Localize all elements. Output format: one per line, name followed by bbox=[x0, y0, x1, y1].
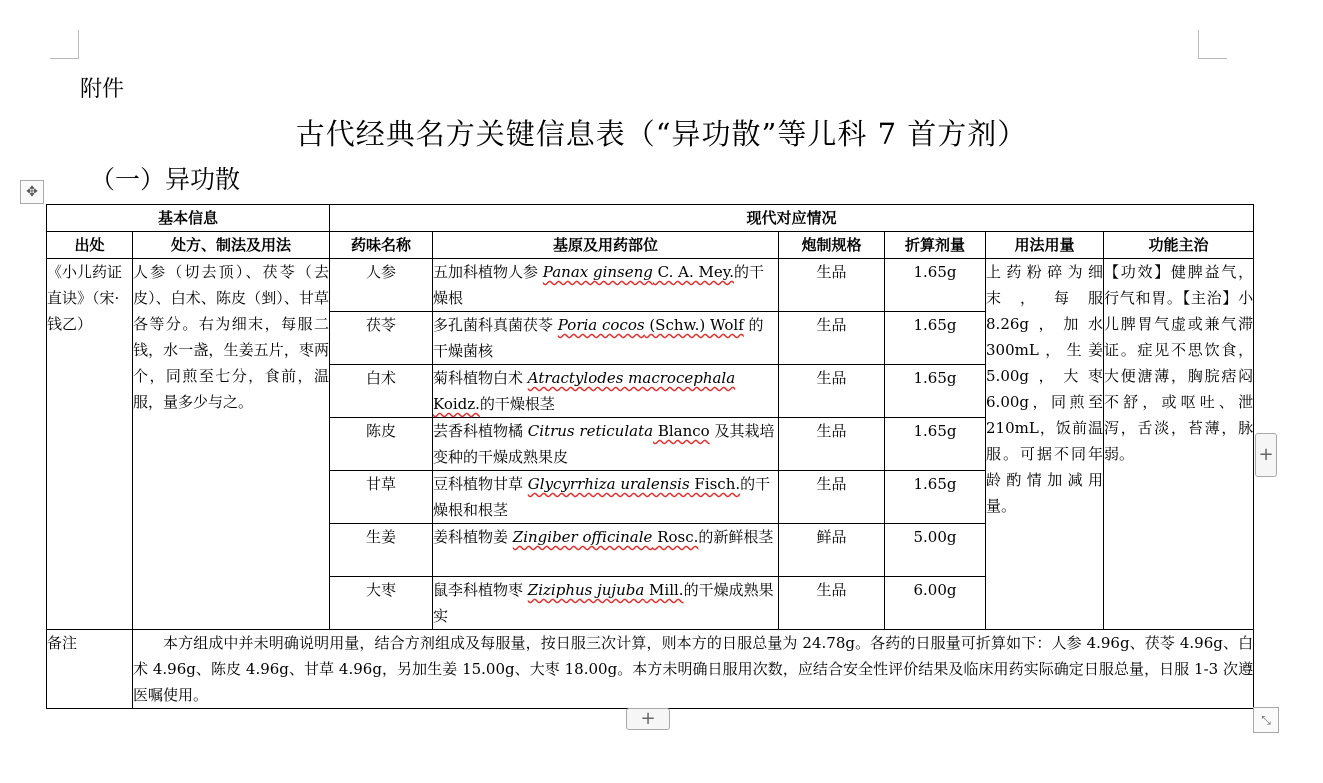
add-row-icon[interactable]: + bbox=[626, 708, 670, 730]
table-move-icon[interactable]: ✥ bbox=[20, 180, 44, 204]
herb-dose: 1.65g bbox=[885, 312, 986, 365]
herb-origin: 多孔菌科真菌茯苓 Poria cocos (Schw.) Wolf 的干燥菌核 bbox=[433, 312, 779, 365]
page-corner-mark-right bbox=[1198, 30, 1227, 59]
col-header-herb-name: 药味名称 bbox=[330, 232, 433, 259]
remark-label: 备注 bbox=[47, 630, 133, 709]
col-header-prescription: 处方、制法及用法 bbox=[133, 232, 330, 259]
herb-dose: 5.00g bbox=[885, 524, 986, 577]
herb-dose: 1.65g bbox=[885, 418, 986, 471]
herb-origin: 姜科植物姜 Zingiber officinale Rosc.的新鲜根茎 bbox=[433, 524, 779, 577]
herb-spec: 生品 bbox=[779, 312, 885, 365]
header-modern-info: 现代对应情况 bbox=[330, 205, 1254, 232]
herb-origin: 五加科植物人参 Panax ginseng C. A. Mey.的干燥根 bbox=[433, 259, 779, 312]
key-info-table bbox=[46, 204, 1254, 709]
add-column-icon[interactable]: + bbox=[1255, 433, 1277, 477]
herb-spec: 生品 bbox=[779, 471, 885, 524]
table-resize-icon[interactable]: ⤡ bbox=[1253, 707, 1279, 733]
document-title: 古代经典名方关键信息表（“异功散”等儿科 7 首方剂） bbox=[295, 117, 1028, 151]
usage-cell: 上药粉碎为细末，每服 8.26g，加水 300mL，生姜 5.00g，大枣 6.00g，同煎至 210mL，饭前温服。可据不同年龄酌情加减用量。 bbox=[986, 259, 1104, 630]
herb-name: 人参 bbox=[330, 259, 433, 312]
herb-origin: 豆科植物甘草 Glycyrrhiza uralensis Fisch.的干燥根和根茎 bbox=[433, 471, 779, 524]
col-header-processing: 炮制规格 bbox=[779, 232, 885, 259]
page-corner-mark-left bbox=[50, 30, 79, 59]
herb-name: 陈皮 bbox=[330, 418, 433, 471]
col-header-origin: 基原及用药部位 bbox=[433, 232, 779, 259]
herb-spec: 生品 bbox=[779, 418, 885, 471]
col-header-dose: 折算剂量 bbox=[885, 232, 986, 259]
herb-spec: 生品 bbox=[779, 365, 885, 418]
prescription-cell: 人参（切去顶）、茯苓（去皮）、白术、陈皮（剉）、甘草各等分。右为细末，每服二钱，水一盏，生姜五片，枣两个，同煎至七分，食前，温服，量多少与之。 bbox=[133, 259, 330, 630]
header-basic-info: 基本信息 bbox=[47, 205, 330, 232]
herb-name: 生姜 bbox=[330, 524, 433, 577]
herb-origin: 芸香科植物橘 Citrus reticulata Blanco 及其栽培变种的干燥成熟果皮 bbox=[433, 418, 779, 471]
herb-dose: 6.00g bbox=[885, 577, 986, 630]
section-subtitle: （一）异功散 bbox=[90, 165, 241, 194]
herb-name: 大枣 bbox=[330, 577, 433, 630]
function-cell: 【功效】健脾益气，行气和胃。【主治】小儿脾胃气虚或兼气滞证。症见不思饮食，大便溏薄，胸脘痞闷不舒，或呕吐、泄泻，舌淡，苔薄，脉弱。 bbox=[1104, 259, 1254, 630]
herb-name: 甘草 bbox=[330, 471, 433, 524]
remark-cell bbox=[133, 630, 1254, 709]
herb-origin: 菊科植物白术 Atractylodes macrocephala Koidz.的干燥根茎 bbox=[433, 365, 779, 418]
herb-spec: 生品 bbox=[779, 577, 885, 630]
col-header-source: 出处 bbox=[47, 232, 133, 259]
herb-spec: 鲜品 bbox=[779, 524, 885, 577]
source-cell: 《小儿药证直诀》（宋·钱乙） bbox=[47, 259, 133, 630]
herb-dose: 1.65g bbox=[885, 259, 986, 312]
herb-origin: 鼠李科植物枣 Ziziphus jujuba Mill.的干燥成熟果实 bbox=[433, 577, 779, 630]
col-header-function: 功能主治 bbox=[1104, 232, 1254, 259]
remark-text: 本方组成中并未明确说明用量，结合方剂组成及每服量，按日服三次计算，则本方的日服总量为 24.78g。各药的日服量可折算如下：人参 4.96g、茯苓 4.96g、白术 4.96g、陈皮 4.96g、甘草 4.96g，另加生姜 15.00g、大枣 18.00g。本方未明确日服用次数，应结合安全性评价结果及临床用药实际确定日服总量，日服 1-3 次遵医嘱使用。 bbox=[133, 634, 1254, 704]
col-header-usage: 用法用量 bbox=[986, 232, 1104, 259]
herb-name: 白术 bbox=[330, 365, 433, 418]
herb-dose: 1.65g bbox=[885, 365, 986, 418]
attachment-label: 附件 bbox=[80, 77, 125, 102]
herb-spec: 生品 bbox=[779, 259, 885, 312]
herb-name: 茯苓 bbox=[330, 312, 433, 365]
herb-dose: 1.65g bbox=[885, 471, 986, 524]
